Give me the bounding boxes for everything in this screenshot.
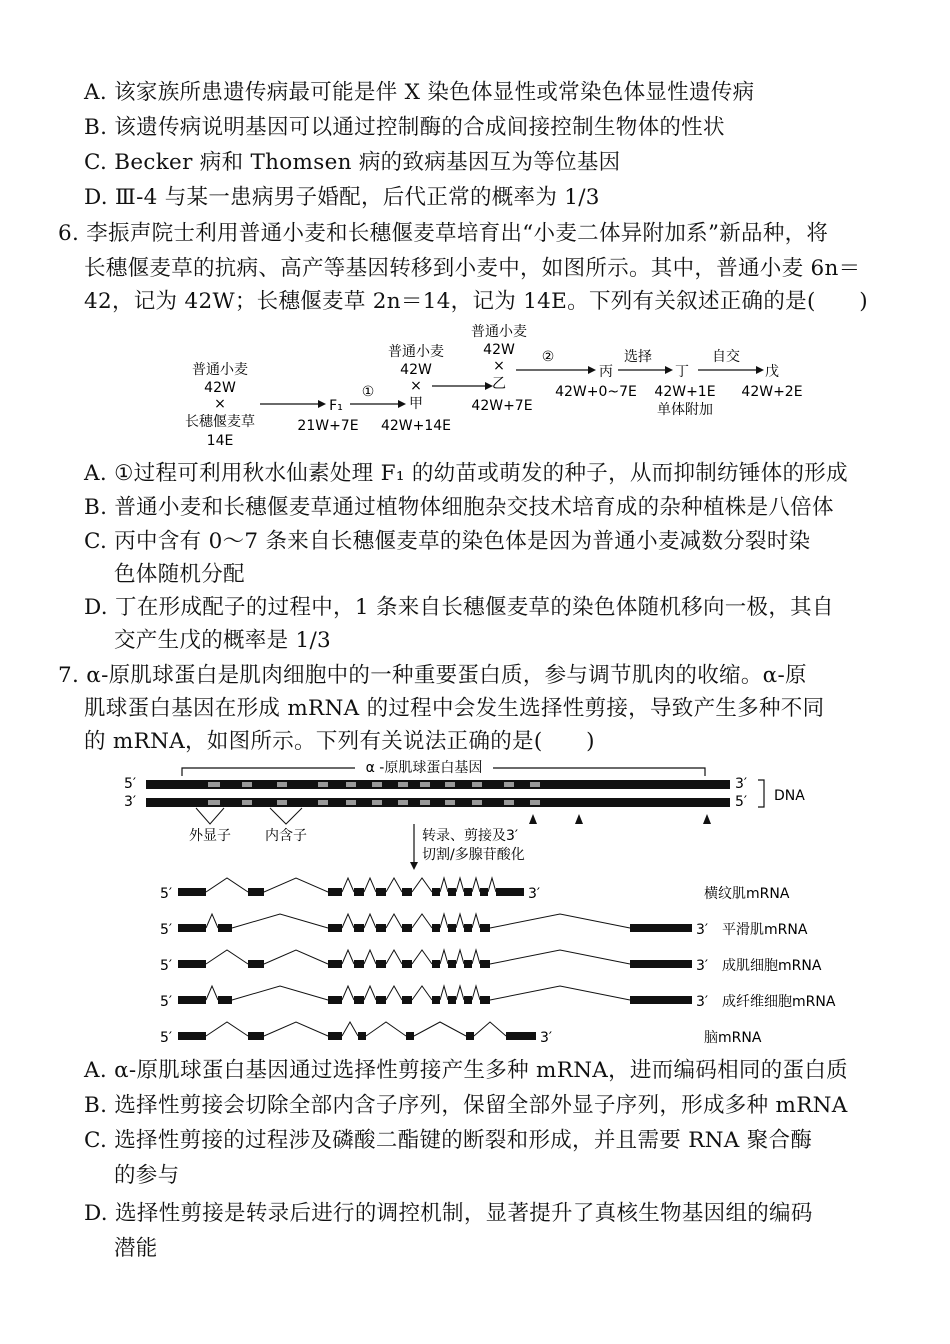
wu-code: 42W+2E xyxy=(741,384,803,400)
p2-code: 14E xyxy=(206,433,234,449)
f1-label: F₁ xyxy=(329,398,343,414)
step1-label: ① xyxy=(361,384,375,400)
mrna-label-fibroblast: 成纤维细胞mRNA xyxy=(722,994,836,1010)
ding-note: 单体附加 xyxy=(657,402,713,418)
dna-label: DNA xyxy=(774,788,805,804)
p3-name: 普通小麦 xyxy=(388,344,444,360)
exon-label: 外显子 xyxy=(189,828,231,844)
svg-text:3′: 3′ xyxy=(696,922,709,938)
svg-text:5′: 5′ xyxy=(160,922,173,938)
self-label: 自交 xyxy=(712,349,740,365)
f1-code: 21W+7E xyxy=(297,418,359,434)
dna-bottom-strand xyxy=(146,798,730,807)
bing-code: 42W+0~7E xyxy=(555,384,637,400)
q6-option-c-cont: 色体随机分配 xyxy=(114,562,245,587)
intron-label: 内含子 xyxy=(265,828,307,844)
q7-option-a: A. α-原肌球蛋白基因通过选择性剪接产生多种 mRNA，进而编码相同的蛋白质 xyxy=(84,1058,848,1083)
mrna-striated xyxy=(160,878,790,902)
mrna-label-smooth: 平滑肌mRNA xyxy=(722,922,808,938)
wu-label: 戊 xyxy=(765,364,779,380)
cross-sign: × xyxy=(214,396,226,412)
dna-bottom-5prime: 5′ xyxy=(735,794,748,810)
p3-code: 42W xyxy=(400,362,432,378)
process-line1: 转录、剪接及3′ xyxy=(422,828,519,844)
p2-name: 长穗偃麦草 xyxy=(185,414,255,430)
svg-text:3′: 3′ xyxy=(540,1030,553,1046)
process-line2: 切割/多腺苷酸化 xyxy=(422,847,525,863)
p4-code: 42W xyxy=(483,342,515,358)
q7-stem-line3: 的 mRNA，如图所示。下列有关说法正确的是( ) xyxy=(84,729,595,754)
mrna-smooth xyxy=(160,914,808,938)
q6-option-b: B. 普通小麦和长穗偃麦草通过植物体细胞杂交技术培育成的杂种植株是八倍体 xyxy=(84,495,834,520)
ding-label: 丁 xyxy=(675,364,689,380)
mrna-fibroblast xyxy=(160,986,836,1010)
svg-text:5′: 5′ xyxy=(160,958,173,974)
gene-label: α -原肌球蛋白基因 xyxy=(365,760,483,776)
dna-top-3prime: 3′ xyxy=(735,776,748,792)
svg-text:3′: 3′ xyxy=(696,994,709,1010)
mrna-myoblast xyxy=(160,950,822,974)
q7-stem-line2: 肌球蛋白基因在形成 mRNA 的过程中会发生选择性剪接，导致产生多种不同 xyxy=(84,696,825,721)
cross-sign-2: × xyxy=(410,378,422,394)
ding-code: 42W+1E xyxy=(654,384,716,400)
q6-option-c: C. 丙中含有 0～7 条来自长穗偃麦草的染色体是因为普通小麦减数分裂时染 xyxy=(84,529,811,554)
dna-top-strand xyxy=(146,780,730,789)
step2-label: ② xyxy=(541,349,555,365)
q6-option-a: A. ①过程可利用秋水仙素处理 F₁ 的幼苗或萌发的种子，从而抑制纺锤体的形成 xyxy=(84,461,848,486)
svg-text:5′: 5′ xyxy=(160,1030,173,1046)
svg-text:3′: 3′ xyxy=(696,958,709,974)
q7-option-c-cont: 的参与 xyxy=(114,1163,180,1188)
mrna-label-brain: 脑mRNA xyxy=(704,1030,762,1046)
svg-text:5′: 5′ xyxy=(160,886,173,902)
p1-code: 42W xyxy=(204,380,236,396)
q7-option-c: C. 选择性剪接的过程涉及磷酸二酯键的断裂和形成，并且需要 RNA 聚合酶 xyxy=(84,1128,813,1153)
mrna-brain xyxy=(160,1022,762,1046)
q5-option-a: A. 该家族所患遗传病最可能是伴 X 染色体显性或常染色体显性遗传病 xyxy=(84,80,755,105)
q7-splicing-diagram xyxy=(110,758,870,1056)
mrna-label-myoblast: 成肌细胞mRNA xyxy=(722,958,822,974)
q6-stem-line3: 42，记为 42W；长穗偃麦草 2n＝14，记为 14E。下列有关叙述正确的是( ) xyxy=(84,289,868,314)
yi-label: 乙 xyxy=(492,376,506,392)
q7-option-d-cont: 潜能 xyxy=(114,1236,158,1261)
q6-option-d-cont: 交产生戊的概率是 1/3 xyxy=(114,628,332,653)
mrna-label-striated: 横纹肌mRNA xyxy=(704,886,790,902)
q6-option-d: D. 丁在形成配子的过程中，1 条来自长穗偃麦草的染色体随机移向一极，其自 xyxy=(84,595,834,620)
jia-label: 甲 xyxy=(409,396,423,412)
q7-option-d: D. 选择性剪接是转录后进行的调控机制，显著提升了真核生物基因组的编码 xyxy=(84,1201,813,1226)
q6-stem-line2: 长穗偃麦草的抗病、高产等基因转移到小麦中，如图所示。其中，普通小麦 6n＝ xyxy=(84,256,861,281)
q5-option-c: C. Becker 病和 Thomsen 病的致病基因互为等位基因 xyxy=(84,150,621,175)
svg-text:5′: 5′ xyxy=(160,994,173,1010)
cross-sign-3: × xyxy=(493,358,505,374)
q7-stem-line1: 7. α-原肌球蛋白是肌肉细胞中的一种重要蛋白质，参与调节肌肉的收缩。α-原 xyxy=(58,663,807,688)
bing-label: 丙 xyxy=(599,364,613,380)
select-label: 选择 xyxy=(624,349,652,365)
dna-top-5prime: 5′ xyxy=(124,776,137,792)
yi-code: 42W+7E xyxy=(471,398,533,414)
p4-name: 普通小麦 xyxy=(471,324,527,340)
p1-name: 普通小麦 xyxy=(192,362,248,378)
dna-bottom-3prime: 3′ xyxy=(124,794,137,810)
q6-stem-line1: 6. 李振声院士利用普通小麦和长穗偃麦草培育出“小麦二体异附加系”新品种，将 xyxy=(58,221,829,246)
q7-option-b: B. 选择性剪接会切除全部内含子序列，保留全部外显子序列，形成多种 mRNA xyxy=(84,1093,848,1118)
q5-option-b: B. 该遗传病说明基因可以通过控制酶的合成间接控制生物体的性状 xyxy=(84,115,725,140)
svg-text:3′: 3′ xyxy=(528,886,541,902)
jia-code: 42W+14E xyxy=(380,418,452,434)
q5-option-d: D. Ⅲ-4 与某一患病男子婚配，后代正常的概率为 1/3 xyxy=(84,185,600,210)
q6-breeding-diagram xyxy=(160,318,820,458)
